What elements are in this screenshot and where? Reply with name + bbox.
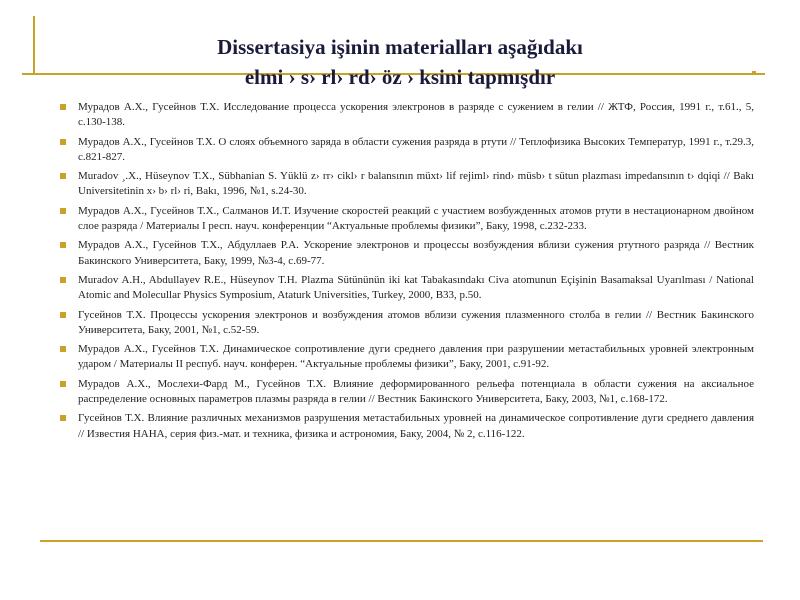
reference-item [60, 135, 754, 166]
reference-item [60, 204, 754, 235]
square-bullet-icon [60, 346, 66, 352]
square-bullet-icon [60, 415, 66, 421]
reference-text: Мурадов А.Х., Мослехи-Фард М., Гусейнов Т.Х. Влияние деформированного рельефа потенциала в области сужения на аксиальное распределение основных параметров плазмы разряда в гелии // Вестник Бакинского Университета, Баку, 2003, №1, с.168-172. [78, 377, 754, 406]
square-bullet-icon [60, 312, 66, 318]
reference-text: Гусейнов Т.Х. Влияние различных механизмов разрушения метастабильных уровней на динамическое сопротивление дуги среднего давления // Известия НАНА, серия физ.-мат. и техника, физика и астрономия, Баку, 2004, № 2, с.116-122. [78, 412, 754, 440]
square-bullet-icon [60, 208, 66, 214]
reference-text: Гусейнов Т.Х. Процессы ускорения электронов и возбуждения атомов вблизи сужения плазменного столба в гелии // Вестник Бакинского Университета, Баку, 2001, №1, с.52-59. [78, 308, 754, 336]
square-bullet-icon [60, 381, 66, 387]
reference-item [60, 169, 754, 200]
reference-item [60, 273, 754, 304]
reference-text: Muradov ¸.Х., Hüseynov Т.Х., Sübhanian S. Yüklü z› rr› cikl› r balansının müxt› lif rejiml› rind› müsb› t sütun plazması impedansının t› dqiqi // Bakı Universitetinin x› b› rl› ri, Bakı, 1996, №1, s.24-30. [78, 170, 754, 198]
reference-item [60, 342, 754, 373]
decorative-vertical-rule [33, 16, 35, 74]
square-bullet-icon [60, 277, 66, 283]
reference-item [60, 308, 754, 339]
reference-text: Мурадов А.Х., Гусейнов Т.Х. Динамическое сопротивление дуги среднего давления при разрушении метастабильных уровней электронным ударом / Материалы II респуб. науч. конферен. “Актуальные проблемы физики”, Баку, 2001, с.91-92. [78, 343, 754, 371]
reference-item [60, 377, 754, 408]
reference-item [60, 411, 754, 442]
slide-title [40, 32, 760, 92]
reference-text: Мурадов А.Х., Гусейнов Т.Х., Абдуллаев Р.А. Ускорение электронов и процессы возбуждения вблизи сужения ртутного разряда // Вестник Бакинского Университета, Баку, 1999, №3-4, с.69-77. [78, 239, 754, 267]
reference-text: Мурадов А.Х., Гусейнов Т.Х. Исследование процесса ускорения электронов в разряде с сужением в гелии // ЖТФ, Россия, 1991 г., т.61., 5, с.130-138. [78, 101, 754, 129]
slide-title-line-2: elmi › s› rl› rd› öz › ksini tapmışdır [244, 65, 556, 89]
reference-text: Мурадов А.Х., Гусейнов Т.Х., Салманов И.Т. Изучение скоростей реакций с участием возбужденных атомов ртути в нестационарном двойном слое разряда / Материалы I респ. науч. конференции “Актуальные проблемы физики”, Баку, 1998, с.232-233. [78, 204, 754, 233]
reference-text: Мурадов А.Х., Гусейнов Т.Х. О слоях объемного заряда в области сужения разряда в ртути // Теплофизика Высоких Температур, 1991 г., т.29.3, с.821-827. [78, 135, 754, 163]
reference-list [60, 100, 754, 446]
square-bullet-icon [60, 242, 66, 248]
reference-text: Muradov A.H., Abdullayev R.E., Hüseynov T.H. Plazma Sütününün iki kat Tabakasındakı Civa atomunun Eçişinin Basamaksal Uyarılması / National Atomic and Molecullar Physics Symposium, Ataturk Universities, Turkey, 2000, B33, p.50. [78, 273, 754, 302]
slide-title-line-1: Dissertasiya işinin materialları aşağıdakı [217, 35, 583, 59]
footer-divider-rule [40, 540, 763, 542]
square-bullet-icon [60, 139, 66, 145]
square-bullet-icon [60, 104, 66, 110]
reference-item [60, 100, 754, 131]
reference-item [60, 238, 754, 269]
square-bullet-icon [60, 173, 66, 179]
